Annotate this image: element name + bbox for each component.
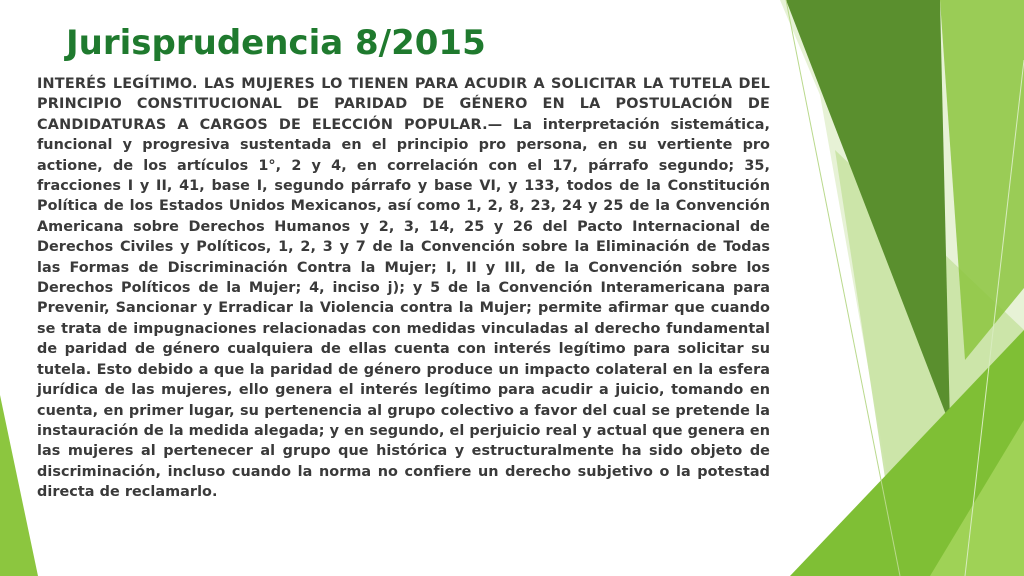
left-green-wedge bbox=[0, 395, 38, 576]
slide-title: Jurisprudencia 8/2015 bbox=[66, 23, 486, 63]
jurisprudence-text bbox=[37, 74, 770, 503]
jurisprudence-body: La interpretación sistemática, funcional y progresiva sustentada en el principio pro persona, en su vertiente pro actione, de los artículos 1°, 2 y 4, en correlación con el 17, párrafo segundo; 35, fracciones I y II, 41, base I, segundo párrafo y base VI, y 133, todos de la Constitución Política de los Estados Unidos Mexicanos, así como 1, 2, 8, 23, 24 y 25 de la Convención Americana sobre Derechos Humanos y 2, 3, 14, 25 y 26 del Pacto Internacional de Derechos Civiles y Políticos, 1, 2, 3 y 7 de la Convención sobre la Eliminación de Todas las Formas de Discriminación Contra la Mujer; I, II y III, de la Convención sobre los Derechos Políticos de la Mujer; 4, inciso j); y 5 de la Convención Interamericana para Prevenir, Sancionar y Erradicar la Violencia contra la Mujer; permite afirmar que cuando se trata de impugnaciones relacionadas con medidas vinculadas al derecho fundamental de paridad de género cualquiera de ellas cuenta con interés legítimo para solicitar su tutela. Esto debido a que la paridad de género produce un impacto colateral en la esfera jurídica de las mujeres, ello genera el interés legítimo para acudir a juicio, tomando en cuenta, en primer lugar, su pertenencia al grupo colectivo a favor del cual se pretende la instauración de la medida alegada; y en segundo, el perjuicio real y actual que genera en las mujeres al pertenecer al grupo que histórica y estructuralmente ha sido objeto de discriminación, incluso cuando la norma no confiere un derecho subjetivo o la potestad directa de reclamarlo. bbox=[37, 116, 771, 501]
jurisprudence-heading: INTERÉS LEGÍTIMO. LAS MUJERES LO TIENEN PARA ACUDIR A SOLICITAR LA TUTELA DEL PRINCIPIO CONSTITUCIONAL DE PARIDAD DE GÉNERO EN LA POSTULACIÓN DE CANDIDATURAS A CARGOS DE ELECCIÓN POPULAR.— bbox=[37, 76, 770, 133]
